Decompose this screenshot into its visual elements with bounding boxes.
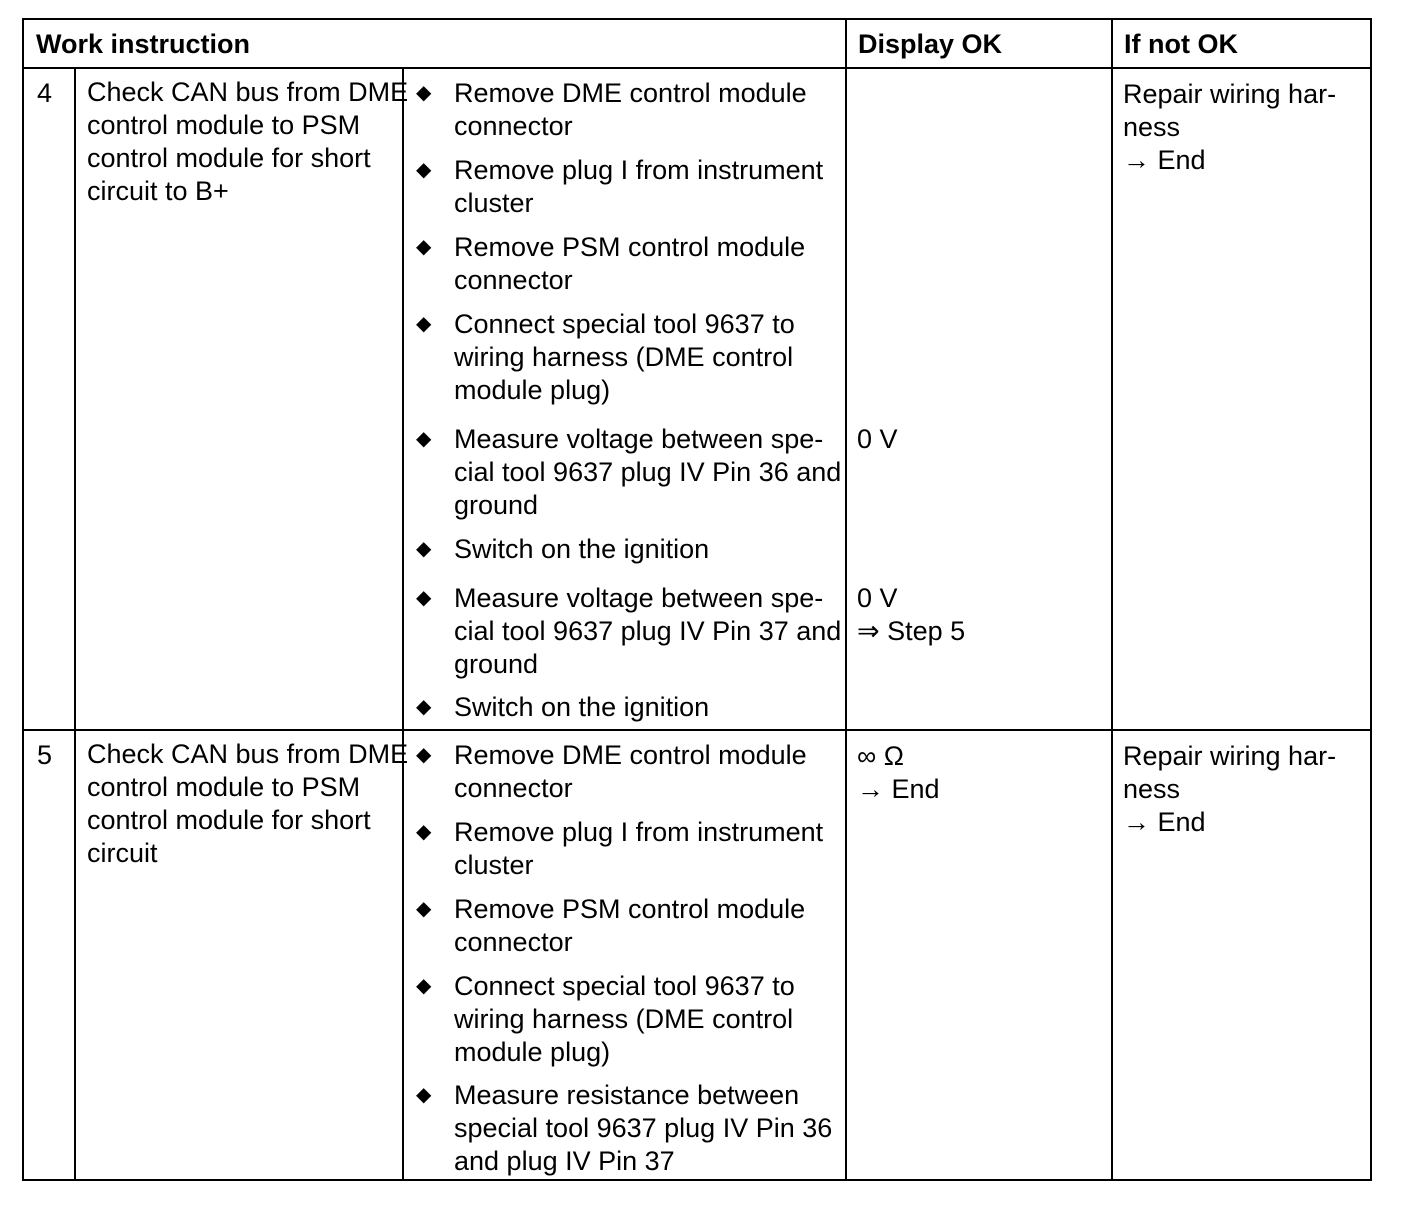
- header-display-ok: Display OK: [858, 29, 1003, 59]
- bullet-icon: ◆: [416, 696, 432, 718]
- instruction-line: Measure voltage between spe-: [454, 424, 824, 454]
- step-description-line: Check CAN bus from DME: [87, 77, 409, 107]
- instruction-line: cluster: [454, 188, 534, 218]
- instruction-line: and plug IV Pin 37: [454, 1146, 675, 1176]
- bullet-icon: ◆: [416, 1084, 432, 1106]
- bullet-icon: ◆: [416, 159, 432, 181]
- column-divider-number: [74, 67, 76, 1179]
- step-description-line: circuit to B+: [87, 176, 229, 206]
- instruction-line: wiring harness (DME control: [454, 1004, 794, 1034]
- instruction-line: Remove DME control module: [454, 740, 807, 770]
- if-not-ok-line: → End: [1123, 807, 1206, 837]
- display-ok-value: 0 V: [857, 583, 898, 613]
- instruction-line: cluster: [454, 850, 534, 880]
- display-ok-value: → End: [857, 774, 940, 804]
- instruction-line: Remove DME control module: [454, 78, 807, 108]
- work-instruction-table: [22, 18, 1372, 1181]
- instruction-line: cial tool 9637 plug IV Pin 36 and: [454, 457, 842, 487]
- header-work-instruction: Work instruction: [36, 29, 251, 59]
- instruction-line: connector: [454, 111, 573, 141]
- display-ok-value: ⇒ Step 5: [857, 616, 966, 646]
- instruction-line: connector: [454, 773, 573, 803]
- step-number: 5: [37, 740, 53, 770]
- instruction-line: connector: [454, 265, 573, 295]
- bullet-icon: ◆: [416, 744, 432, 766]
- if-not-ok-line: ness: [1123, 112, 1181, 142]
- instruction-line: Connect special tool 9637 to: [454, 309, 795, 339]
- instruction-line: Remove plug I from instrument: [454, 155, 824, 185]
- bullet-icon: ◆: [416, 236, 432, 258]
- instruction-line: Remove PSM control module: [454, 232, 806, 262]
- instruction-line: Connect special tool 9637 to: [454, 971, 795, 1001]
- bullet-icon: ◆: [416, 821, 432, 843]
- instruction-line: module plug): [454, 375, 611, 405]
- instruction-line: Switch on the ignition: [454, 534, 710, 564]
- instruction-line: Remove PSM control module: [454, 894, 806, 924]
- instruction-line: Switch on the ignition: [454, 692, 710, 722]
- instruction-line: wiring harness (DME control: [454, 342, 794, 372]
- if-not-ok-line: Repair wiring har-: [1123, 79, 1337, 109]
- bullet-icon: ◆: [416, 82, 432, 104]
- header-divider: [24, 67, 1370, 69]
- step-description-line: control module for short: [87, 143, 371, 173]
- step-description-line: Check CAN bus from DME: [87, 739, 409, 769]
- column-divider-if-not-ok: [1111, 20, 1113, 1179]
- bullet-icon: ◆: [416, 313, 432, 335]
- column-divider-display: [845, 20, 847, 1179]
- step-number: 4: [37, 78, 53, 108]
- instruction-line: ground: [454, 649, 539, 679]
- instruction-line: special tool 9637 plug IV Pin 36: [454, 1113, 833, 1143]
- if-not-ok-line: Repair wiring har-: [1123, 741, 1337, 771]
- instruction-line: connector: [454, 927, 573, 957]
- step-divider: [24, 729, 1370, 731]
- display-ok-value: ∞ Ω: [857, 741, 904, 771]
- header-if-not-ok: If not OK: [1124, 29, 1238, 59]
- if-not-ok-line: ness: [1123, 774, 1181, 804]
- bullet-icon: ◆: [416, 587, 432, 609]
- bullet-icon: ◆: [416, 428, 432, 450]
- instruction-line: Measure voltage between spe-: [454, 583, 824, 613]
- step-description-line: control module to PSM: [87, 110, 361, 140]
- step-description-line: control module for short: [87, 805, 371, 835]
- instruction-line: ground: [454, 490, 539, 520]
- column-divider-description: [402, 67, 404, 1179]
- instruction-line: Measure resistance between: [454, 1080, 800, 1110]
- instruction-line: Remove plug I from instrument: [454, 817, 824, 847]
- display-ok-value: 0 V: [857, 424, 898, 454]
- if-not-ok-line: → End: [1123, 145, 1206, 175]
- step-description-line: circuit: [87, 838, 158, 868]
- instruction-line: cial tool 9637 plug IV Pin 37 and: [454, 616, 842, 646]
- instruction-line: module plug): [454, 1037, 611, 1067]
- bullet-icon: ◆: [416, 898, 432, 920]
- bullet-icon: ◆: [416, 538, 432, 560]
- bullet-icon: ◆: [416, 975, 432, 997]
- step-description-line: control module to PSM: [87, 772, 361, 802]
